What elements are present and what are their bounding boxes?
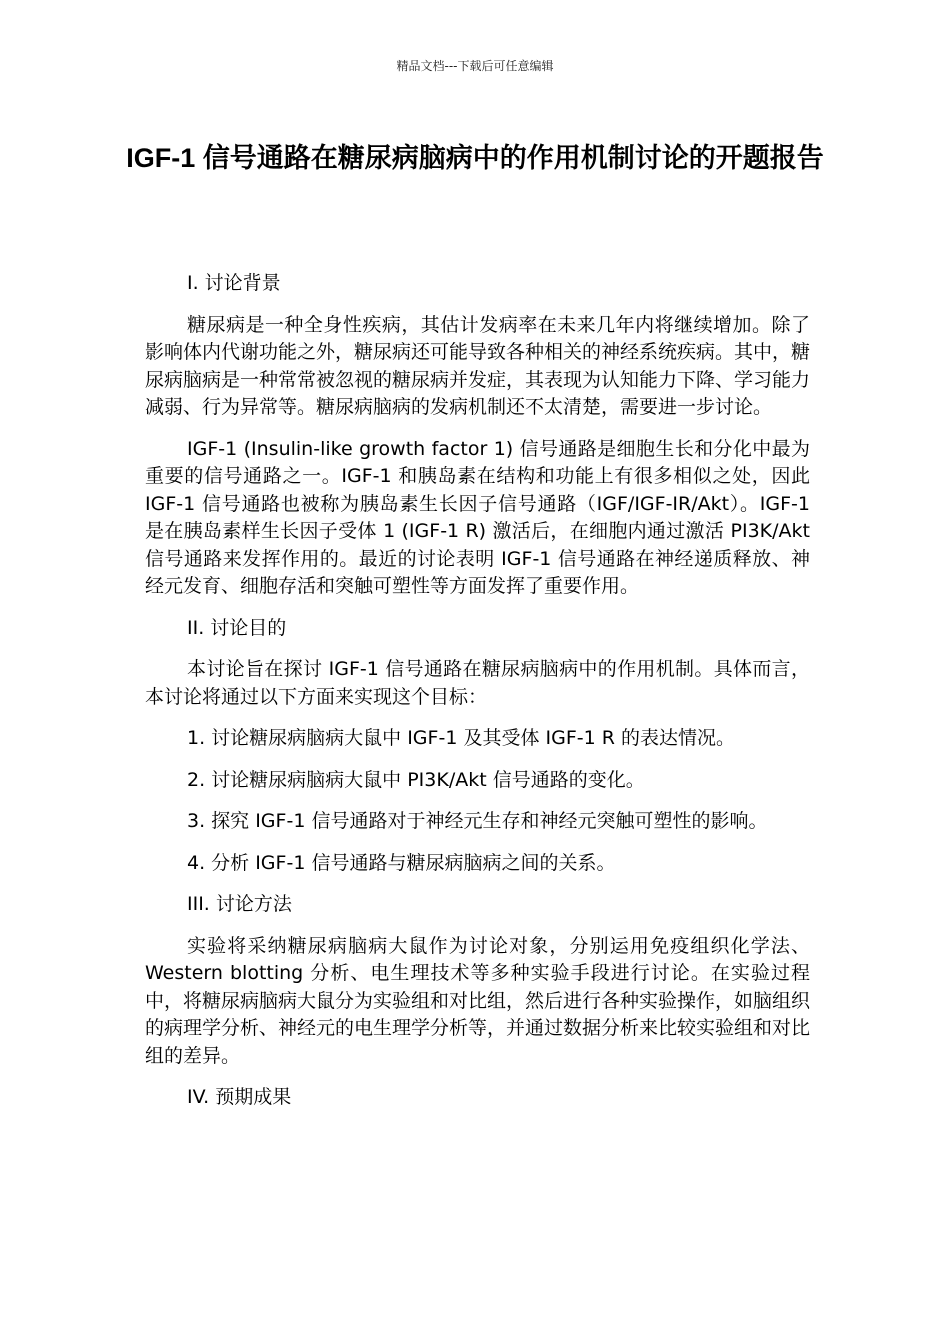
document-body — [145, 270, 810, 1126]
paragraph-background-1: 糖尿病是一种全身性疾病，其估计发病率在未来几年内将继续增加。除了影响体内代谢功能之外，糖尿病还可能导致各种相关的神经系统疾病。其中，糖尿病脑病是一种常常被忽视的糖尿病并发症，其表现为认知能力下降、学习能力减弱、行为异常等。糖尿病脑病的发病机制还不太清楚，需要进一步讨论。 — [145, 313, 811, 418]
list-item: 1. 讨论糖尿病脑病大鼠中 IGF-1 及其受体 IGF-1 R 的表达情况。 — [187, 727, 735, 749]
document-title: IGF-1 信号通路在糖尿病脑病中的作用机制讨论的开题报告 — [126, 143, 824, 173]
section-heading-methods: III. 讨论方法 — [187, 893, 292, 915]
header-note: 精品文档---下载后可任意编辑 — [396, 59, 554, 73]
list-item: 2. 讨论糖尿病脑病大鼠中 PI3K/Akt 信号通路的变化。 — [187, 768, 645, 791]
list-item: 3. 探究 IGF-1 信号通路对于神经元生存和神经元突触可塑性的影响。 — [187, 810, 768, 832]
section-heading-purpose: II. 讨论目的 — [187, 616, 287, 639]
paragraph-methods: 实验将采纳糖尿病脑病大鼠作为讨论对象，分别运用免疫组织化学法、Western blotting 分析、电生理技术等多种实验手段进行讨论。在实验过程中，将糖尿病脑病大鼠分为实验组和对比组，然后进行各种实验操作，如脑组织的病理学分析、神经元的电生理学分析等，并通过数据分析来比较实验组和对比组的差异。 — [145, 934, 811, 1067]
list-item: 4. 分析 IGF-1 信号通路与糖尿病脑病之间的关系。 — [187, 851, 616, 874]
section-heading-background: I. 讨论背景 — [187, 272, 281, 294]
paragraph-purpose: 本讨论旨在探讨 IGF-1 信号通路在糖尿病脑病中的作用机制。具体而言，本讨论将通过以下方面来实现这个目标： — [145, 658, 810, 708]
section-heading-outcomes: IV. 预期成果 — [187, 1086, 292, 1108]
paragraph-background-2: IGF-1 (Insulin-like growth factor 1) 信号通路是细胞生长和分化中最为重要的信号通路之一。IGF-1 和胰岛素在结构和功能上有很多相似之处，因此 IGF-1 信号通路也被称为胰岛素生长因子信号通路（IGF/IGF-IR/Akt）。IGF-1 是在胰岛素样生长因子受体 1 (IGF-1 R) 激活后，在细胞内通过激活 PI3K/Akt 信号通路来发挥作用的。最近的讨论表明 IGF-1 信号通路在神经递质释放、神经元发育、细胞存活和突触可塑性等方面发挥了重要作用。 — [145, 437, 810, 597]
